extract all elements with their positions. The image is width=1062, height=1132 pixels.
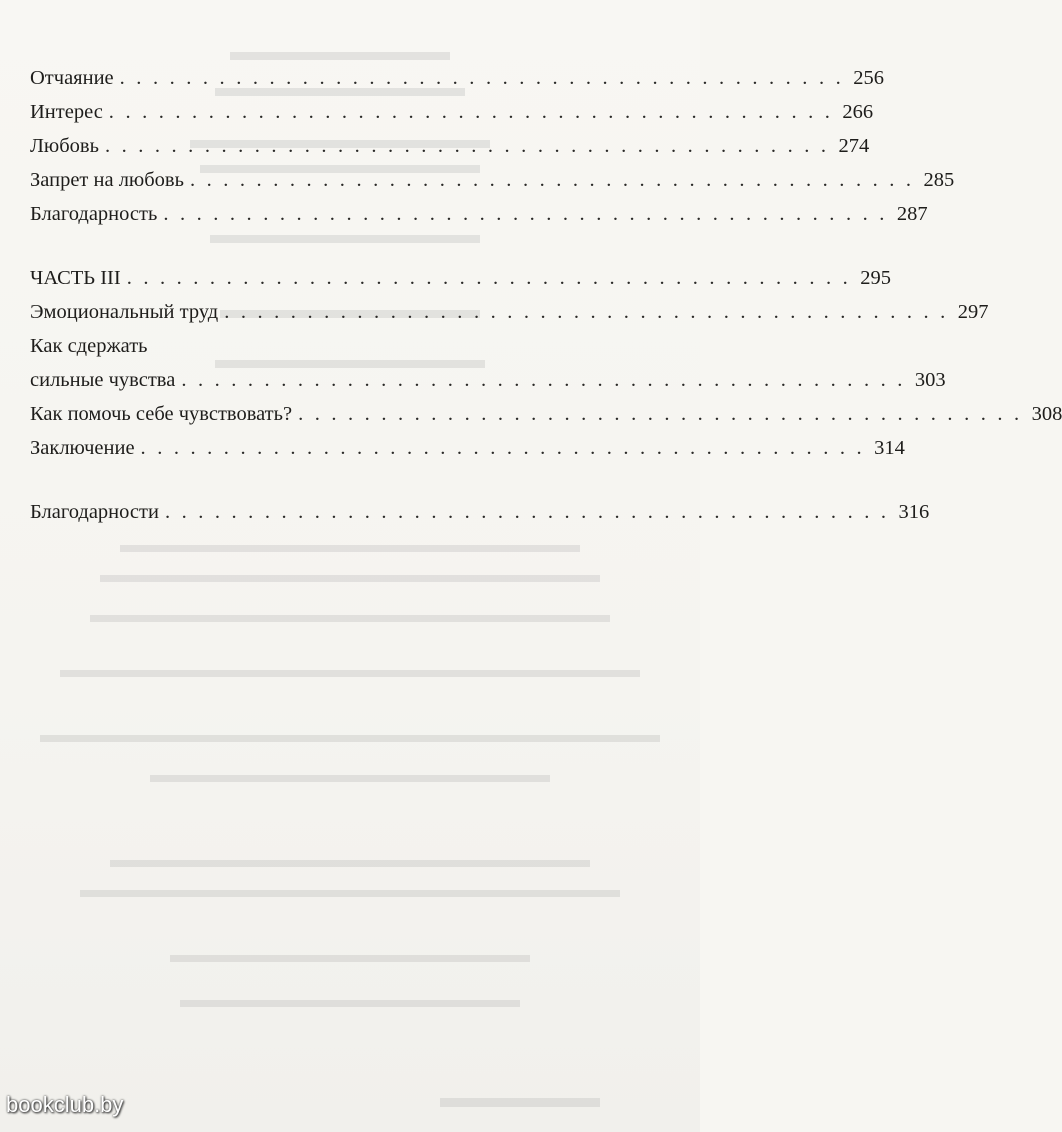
toc-entry [30,397,1062,431]
toc-page-number: 274 [838,135,870,157]
toc-page-number: 314 [874,437,905,459]
toc-entry-title-line2: сильные чувства [30,369,176,391]
toc-entry [30,363,946,397]
toc-entry [30,431,905,465]
toc-leader-dots: . . . . . . . . . . . . . . . . . . . . . . . . . . . . . . . . . . . . . . . . . . . . [108,101,834,123]
toc-entry [30,95,874,129]
toc-entry-title: ЧАСТЬ III [30,267,121,289]
table-of-contents [30,61,1062,529]
toc-entry [30,163,955,197]
toc-entry-title: Любовь [30,135,99,157]
toc-entry-title: Запрет на любовь [30,169,184,191]
toc-page-number: 256 [853,67,884,89]
toc-page-number: 308 [1031,403,1062,425]
toc-entry-title-line1: Как сдержать [30,335,148,357]
toc-entry-title: Благодарности [30,501,159,523]
toc-entry [30,295,989,329]
watermark: bookclub.by [6,1092,124,1117]
toc-entry [30,61,884,95]
toc-entry [30,197,928,231]
toc-leader-dots: . . . . . . . . . . . . . . . . . . . . . . . . . . . . . . . . . . . . . . . . . . . . [224,301,949,323]
toc-entry [30,129,870,163]
toc-page-number: 287 [896,203,928,225]
toc-page-number: 297 [957,301,989,323]
toc-leader-dots: . . . . . . . . . . . . . . . . . . . . . . . . . . . . . . . . . . . . . . . . . . . . [119,67,844,89]
toc-part-heading [30,261,891,295]
toc-entry [30,495,930,529]
section-gap [30,231,642,261]
toc-page-number: 285 [923,169,955,191]
toc-page-number: 303 [914,369,946,391]
toc-entry-title: Эмоциональный труд [30,301,219,323]
toc-entry-title: Как помочь себе чувствовать? [30,403,293,425]
toc-leader-dots: . . . . . . . . . . . . . . . . . . . . . . . . . . . . . . . . . . . . . . . . . . . . [298,403,1023,425]
toc-leader-dots: . . . . . . . . . . . . . . . . . . . . . . . . . . . . . . . . . . . . . . . . . . . . [126,267,851,289]
toc-leader-dots: . . . . . . . . . . . . . . . . . . . . . . . . . . . . . . . . . . . . . . . . . . . . [181,369,906,391]
toc-page-number: 295 [860,267,891,289]
toc-entry-title: Отчаяние [30,67,114,89]
toc-entry-title: Благодарность [30,203,158,225]
toc-entry-title: Заключение [30,437,135,459]
toc-leader-dots: . . . . . . . . . . . . . . . . . . . . . . . . . . . . . . . . . . . . . . . . . . . . [189,169,915,191]
toc-leader-dots: . . . . . . . . . . . . . . . . . . . . . . . . . . . . . . . . . . . . . . . . . . . . [163,203,888,225]
toc-entry-title: Интерес [30,101,103,123]
toc-page-number: 266 [842,101,874,123]
toc-leader-dots: . . . . . . . . . . . . . . . . . . . . . . . . . . . . . . . . . . . . . . . . . . . . [104,135,830,157]
toc-leader-dots: . . . . . . . . . . . . . . . . . . . . . . . . . . . . . . . . . . . . . . . . . . . . [140,437,865,459]
toc-page-number: 316 [898,501,930,523]
section-gap [30,465,642,495]
toc-leader-dots: . . . . . . . . . . . . . . . . . . . . . . . . . . . . . . . . . . . . . . . . . . . . [164,501,890,523]
